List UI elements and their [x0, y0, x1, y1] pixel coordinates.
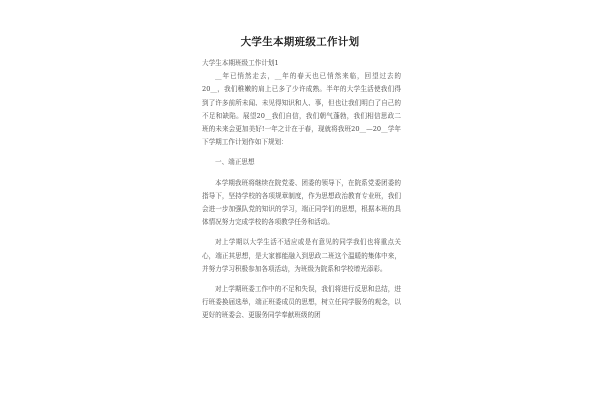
paragraph-spacer: [202, 170, 401, 177]
paragraph-spacer: [202, 229, 401, 236]
paragraph-body: 对上学期班委工作中的不足和失误，我们将进行反思和总结，进行班委换届选举，端正班委成员的思想，树立任同学服务的观念，以更好的班委会、更服务同学奉献班级的团: [202, 285, 401, 320]
document-body: [202, 57, 401, 323]
paragraph-spacer: [202, 149, 401, 156]
paragraph-body: 对上学期以大学生活不适应或是有意见的同学我们也将重点关心，端正其思想，是大家都能融入到思政二班这个温暖的集体中来，并努力学习积极参加各项活动，为班级为院系和学校增光添彩。: [202, 238, 401, 273]
section-heading: 一、端正思想: [215, 158, 255, 167]
paragraph-body: 本学期我班将继续在院党委、团委的领导下，在院系党委团委的指导下，坚持学校的各项规章制度，作为思想政治教育专业班，我们会进一步加强队党的知识的学习，端正同学们的思想，根据本班的具体情况努力完成学校的各项教学任务和活动。: [202, 178, 401, 227]
document-title: 大学生本期班级工作计划: [240, 36, 360, 48]
paragraph-intro: __年已悄然走去，__年的春天也已悄然来临，回望过去的20__，我们稚嫩的肩上已多了少许成熟。半年的大学生活使我们得到了许多前所未闻、未见得知识和人、事，但也让我们明白了自己的不足和缺陷。展望20__我们自信，我们朝气蓬勃，我们相信思政二班的未来会更加美好!一年之计在于春，现就将我班20__—20__学年下学期工作计划作如下规划：: [202, 72, 401, 147]
document-subtitle: 大学生本期班级工作计划1: [202, 59, 279, 67]
paragraph-spacer: [202, 276, 401, 283]
